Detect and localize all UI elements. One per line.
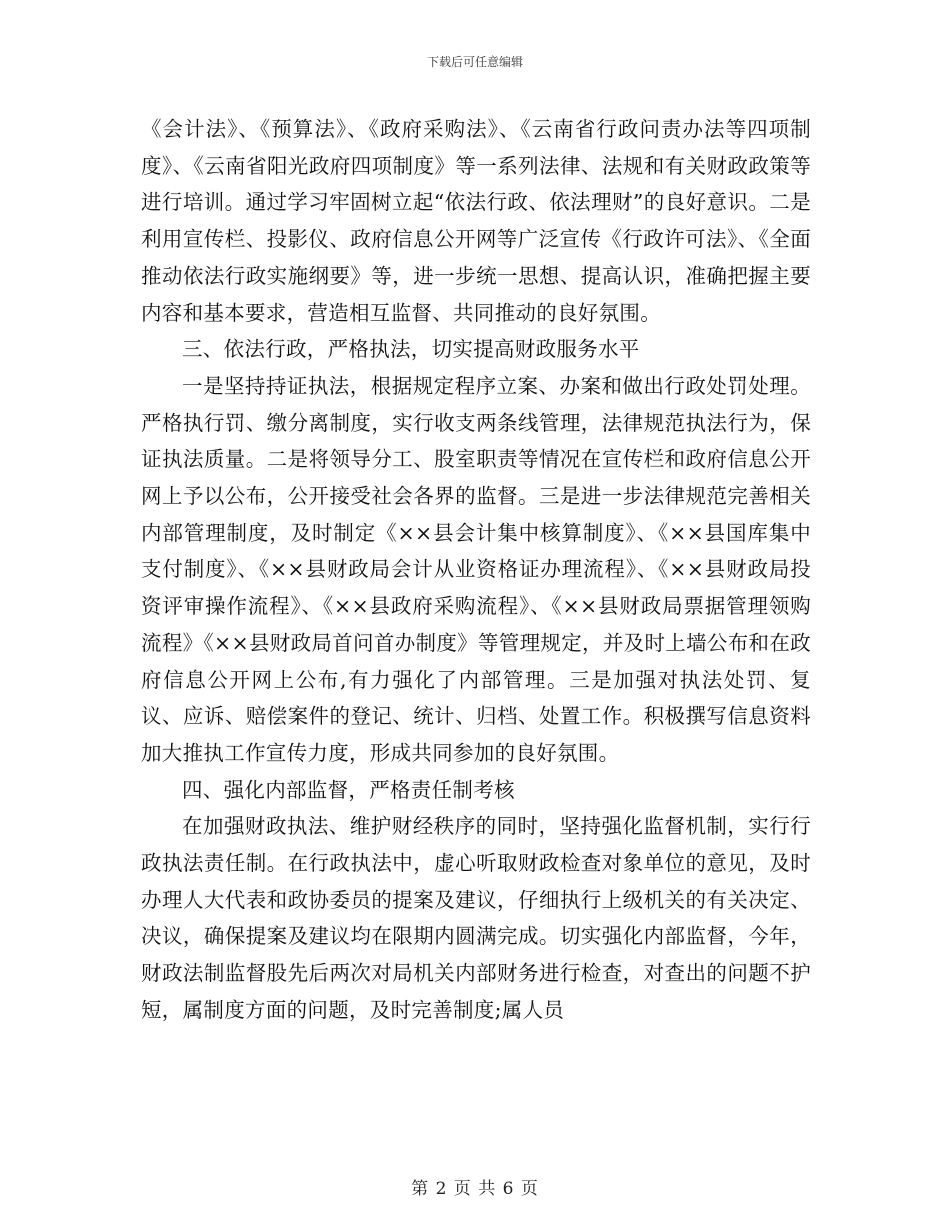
section-heading-4: 四、强化内部监督，严格责任制考核 [182,777,515,802]
section-heading-3: 三、依法行政，严格执法，切实提高财政服务水平 [182,337,640,362]
paragraph-continued: 《会计法》、《预算法》、《政府采购法》、《云南省行政问责办法等四项制度》、《云南省阳光政府四项制度》等一系列法律、法规和有关财政政策等进行培训。通过学习牢固树立起“依法行政、依法理财”的良好意识。二是利用宣传栏、投影仪、政府信息公开网等广泛宣传《行政许可法》、《全面推动依法行政实施纲要》等，进一步统一思想、提高认识，准确把握主要内容和基本要求，营造相互监督、共同推动的良好氛围。 [141,117,811,325]
page-header: 下载后可任意编辑 [426,55,523,69]
document-body [141,111,811,1029]
paragraph: 在加强财政执法、维护财经秩序的同时，坚持强化监督机制，实行行政执法责任制。在行政执法中，虚心听取财政检查对象单位的意见，及时办理人大代表和政协委员的提案及建议，仔细执行上级机关的有关决定、决议，确保提案及建议均在限期内圆满完成。切实强化内部监督，今年，财政法制监督股先后两次对局机关内部财务进行检查，对查出的问题不护短，属制度方面的问题，及时完善制度;属人员 [141,814,811,1022]
page-number: 第 2 页 共 6 页 [411,1179,539,1199]
paragraph: 一是坚持持证执法，根据规定程序立案、办案和做出行政处罚处理。严格执行罚、缴分离制度，实行收支两条线管理，法律规范执法行为，保证执法质量。二是将领导分工、股室职责等情况在宣传栏和政府信息公开网上予以公布，公开接受社会各界的监督。三是进一步法律规范完善相关内部管理制度，及时制定《××县会计集中核算制度》、《××县国库集中支付制度》、《××县财政局会计从业资格证办理流程》、《××县财政局投资评审操作流程》、《××县政府采购流程》、《××县财政局票据管理领购流程》《××县财政局首问首办制度》等管理规定，并及时上墙公布和在政府信息公开网上公布,有力强化了内部管理。三是加强对执法处罚、复议、应诉、赔偿案件的登记、统计、归档、处置工作。积极撰写信息资料加大推执工作宣传力度，形成共同参加的良好氛围。 [141,373,811,765]
